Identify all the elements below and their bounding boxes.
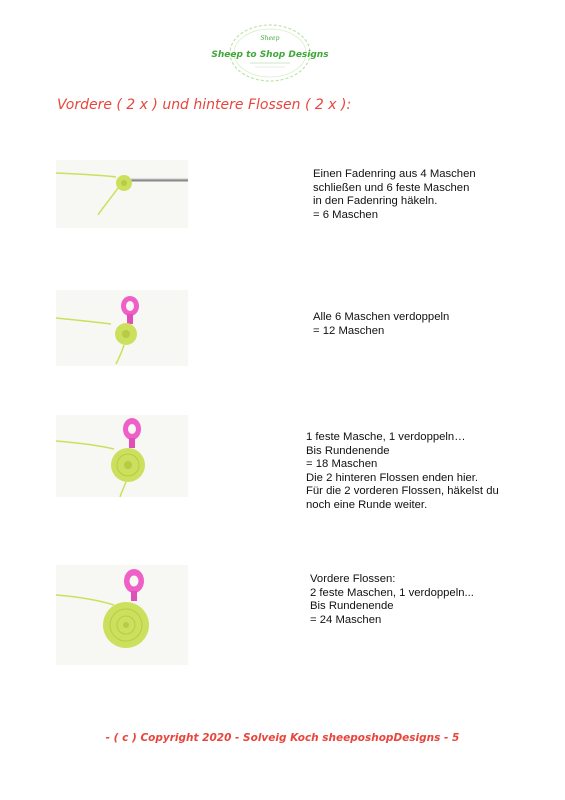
section-heading: Vordere ( 2 x ) und hintere Flossen ( 2 x ): bbox=[57, 97, 352, 113]
step-3-line: 1 feste Masche, 1 verdoppeln… bbox=[306, 431, 466, 443]
step-4-line: Vordere Flossen: bbox=[310, 573, 396, 585]
step-1-line: schließen und 6 feste Maschen bbox=[313, 181, 470, 194]
step-text-1 bbox=[313, 168, 476, 222]
step-text-4 bbox=[310, 573, 474, 627]
step-1-line: = 6 Maschen bbox=[313, 208, 378, 221]
step-photo-3 bbox=[56, 415, 188, 497]
step-2-line: Alle 6 Maschen verdoppeln bbox=[313, 311, 450, 323]
logo-brand-text: Sheep to Shop Designs bbox=[211, 50, 329, 60]
step-1-line: in den Fadenring häkeln. bbox=[313, 195, 438, 208]
step-3-line: Bis Rundenende bbox=[306, 444, 390, 457]
step-2-line: = 12 Maschen bbox=[313, 324, 385, 337]
brand-logo bbox=[205, 22, 335, 84]
step-1-line: Einen Fadenring aus 4 Maschen bbox=[313, 168, 476, 180]
step-4-line: = 24 Maschen bbox=[310, 613, 382, 626]
step-3-line: Für die 2 vorderen Flossen, häkelst du bbox=[306, 485, 499, 498]
logo-small-text: Sheep bbox=[260, 35, 280, 42]
step-text-2 bbox=[313, 311, 449, 338]
step-3-line: Die 2 hinteren Flossen enden hier. bbox=[306, 471, 479, 484]
step-3-line: = 18 Maschen bbox=[306, 458, 378, 471]
step-photo-1 bbox=[56, 160, 188, 228]
step-4-line: Bis Rundenende bbox=[310, 600, 394, 613]
copyright-footer: - ( c ) Copyright 2020 - Solveig Koch sheeposhopDesigns - 5 bbox=[105, 732, 460, 744]
step-4-line: 2 feste Maschen, 1 verdoppeln... bbox=[310, 586, 474, 599]
step-text-3 bbox=[306, 431, 499, 513]
step-photo-2 bbox=[56, 290, 188, 366]
step-3-line: noch eine Runde weiter. bbox=[306, 498, 428, 511]
step-photo-4 bbox=[56, 565, 188, 665]
